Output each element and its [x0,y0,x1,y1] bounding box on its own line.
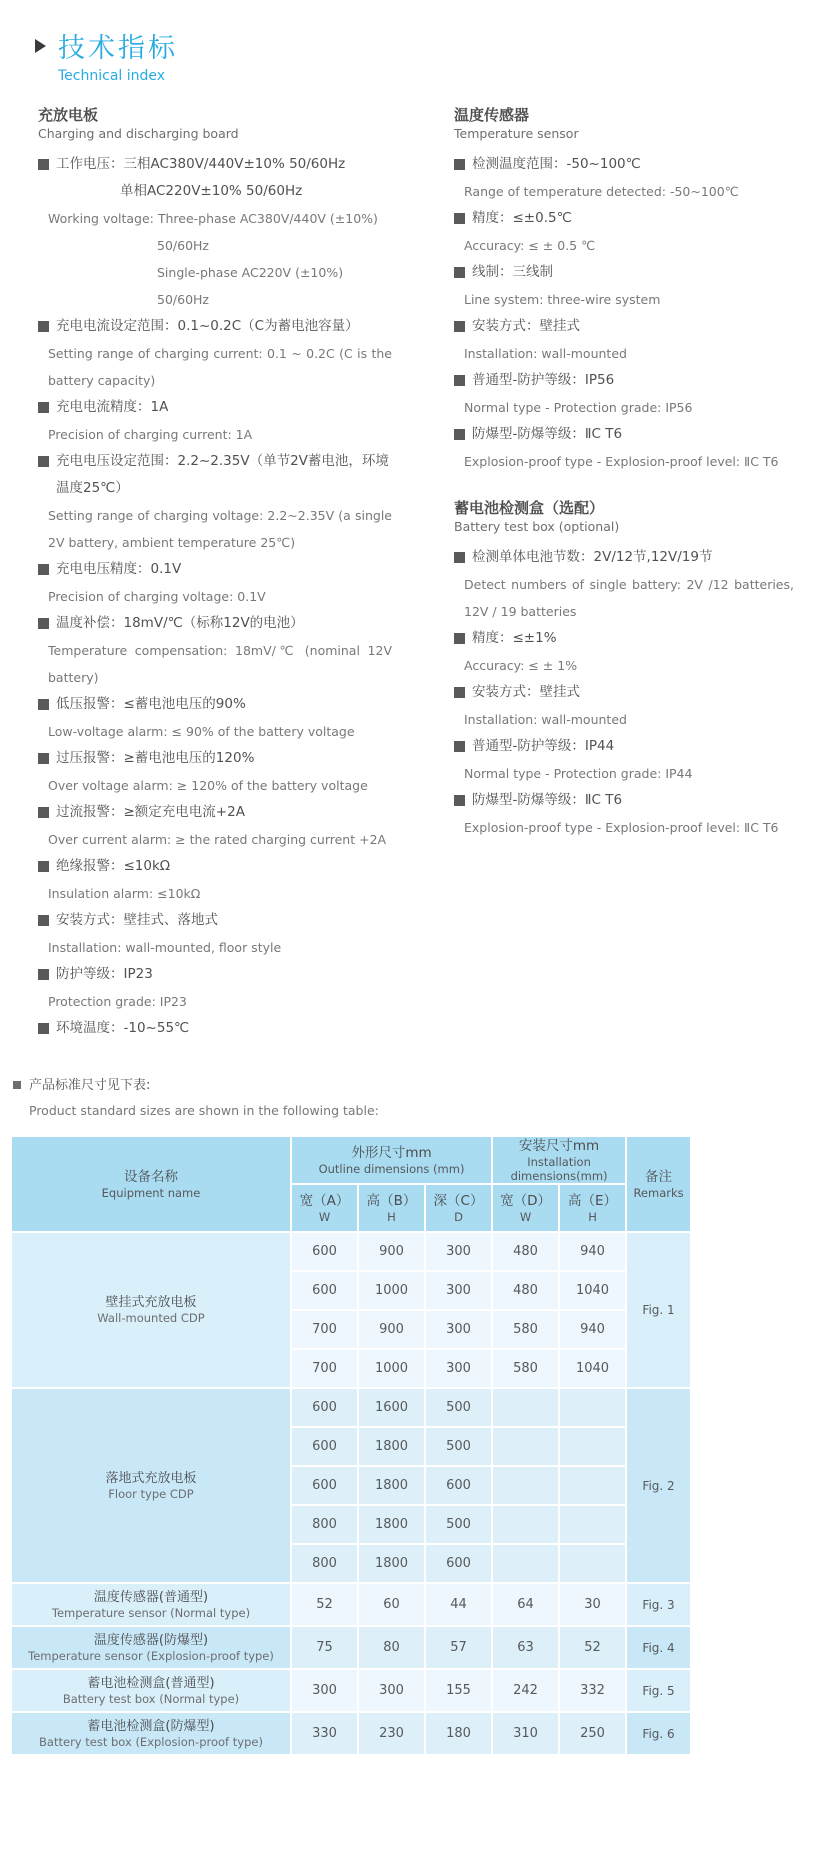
page-title: 技术指标 [58,33,178,64]
spec-zh-line [38,961,392,988]
dimension-cell: 300 [425,1310,492,1349]
dimension-cell: 600 [291,1232,358,1271]
size-note-zh [13,1072,830,1099]
page-subtitle: Technical index [58,68,166,84]
spec-item [454,544,794,625]
dimension-cell: 480 [492,1271,559,1310]
equipment-name-cell [11,1583,291,1626]
square-bullet-icon [454,687,465,698]
dimension-cell [492,1544,559,1583]
section-battery-test-box [454,499,794,841]
dimension-cell: 155 [425,1669,492,1712]
spec-zh-text: 安装方式：壁挂式 [472,684,580,700]
spec-zh-line [454,313,794,340]
square-bullet-icon [454,741,465,752]
spec-item [454,205,794,259]
spec-item [38,610,392,691]
col-header-en: Installation dimensions(mm) [510,1155,608,1183]
col-header-zh: 外形尺寸mm [351,1145,432,1161]
equipment-name-zh: 蓄电池检测盒(普通型) [87,1675,215,1691]
equipment-name-zh: 壁挂式充放电板 [105,1295,197,1310]
arrow-right-icon [35,39,46,53]
dimension-cell: 1000 [358,1349,425,1388]
spec-zh-text: 工作电压：三相AC380V/440V±10% 50/60Hz [56,156,346,172]
spec-zh-line [454,151,794,178]
spec-zh-line [38,1015,392,1042]
dimension-cell: 242 [492,1669,559,1712]
dimension-cell: 230 [358,1712,425,1755]
subcol-header-zh: 宽（A） [299,1193,350,1209]
spec-en-text: Low-voltage alarm: ≤ 90% of the battery voltage [48,724,355,739]
spec-zh-line [38,151,392,178]
table-header [11,1136,691,1232]
subcol-header-zh: 宽（D） [500,1193,551,1209]
spec-zh-text: 充电电流精度：1A [56,399,169,415]
square-bullet-icon [13,1081,21,1089]
spec-item [454,625,794,679]
section-title: 蓄电池检测盒（选配） [454,499,605,517]
dimension-cell: 300 [425,1271,492,1310]
col-header-en: Remarks [633,1186,684,1200]
dimension-cell: 600 [291,1388,358,1427]
spec-zh-text: 普通型-防护等级：IP44 [472,738,615,754]
dimension-cell: 600 [291,1271,358,1310]
spec-en-text: Accuracy: ≤ ± 0.5 ℃ [464,238,596,253]
spec-en-text: Over voltage alarm: ≥ 120% of the battery voltage [48,778,368,793]
subcol-header [358,1184,425,1232]
dimension-cell: 480 [492,1232,559,1271]
size-note-zh-text: 产品标准尺寸见下表: [29,1078,151,1093]
dimension-cell: 1600 [358,1388,425,1427]
spec-zh-text: 检测单体电池节数：2V/12节,12V/19节 [472,549,713,565]
dimension-cell: 64 [492,1583,559,1626]
dimension-cell: 940 [559,1232,626,1271]
dimension-cell: 500 [425,1427,492,1466]
spec-zh-text: 低压报警：≤蓄电池电压的90% [56,696,246,712]
spec-zh-text: 防爆型-防爆等级：ⅡC T6 [472,792,623,808]
spec-zh-text: 单相AC220V±10% 50/60Hz [120,183,303,199]
section-charging-board [38,106,392,1042]
spec-zh-text: 精度：≤±0.5℃ [472,210,572,226]
spec-en-text: Installation: wall-mounted, floor style [48,940,282,955]
remark-cell: Fig. 4 [626,1626,691,1669]
spec-item-list [454,151,794,475]
spec-zh-line [454,544,794,571]
col-header-zh: 安装尺寸mm [518,1138,600,1154]
dimension-cell: 900 [358,1310,425,1349]
section-subtitle: Battery test box (optional) [454,519,620,534]
spec-item-list [454,544,794,841]
dimension-cell: 1800 [358,1505,425,1544]
square-bullet-icon [38,402,49,413]
subcol-header-zh: 高（B） [366,1193,417,1209]
dimension-cell [559,1466,626,1505]
dimension-cell: 52 [559,1626,626,1669]
equipment-name-zh: 落地式充放电板 [105,1470,197,1486]
dimension-cell: 580 [492,1310,559,1349]
spec-zh-line [38,610,392,637]
spec-zh-line [454,205,794,232]
dimension-cell: 900 [358,1232,425,1271]
equipment-name-zh: 温度传感器(普通型) [93,1589,209,1605]
col-header-remarks [626,1136,691,1232]
spec-en-text: Protection grade: IP23 [48,994,187,1009]
remark-cell: Fig. 5 [626,1669,691,1712]
equipment-name-cell [11,1232,291,1388]
spec-en-text: Installation: wall-mounted [464,712,627,727]
table-row [11,1669,691,1712]
table-body [11,1232,691,1755]
dimension-cell [559,1427,626,1466]
spec-zh-line [38,556,392,583]
dimension-cell: 332 [559,1669,626,1712]
dimension-cell: 600 [425,1466,492,1505]
subcol-header-en: W [318,1210,331,1224]
dimension-cell: 180 [425,1712,492,1755]
spec-item [38,799,392,853]
equipment-name-zh: 温度传感器(防爆型) [93,1632,209,1648]
section-title: 温度传感器 [454,106,530,124]
dimension-cell: 310 [492,1712,559,1755]
product-size-table [10,1135,692,1756]
spec-en-text: Precision of charging voltage: 0.1V [48,589,266,604]
equipment-name-en: Battery test box (Explosion-proof type) [39,1734,263,1749]
spec-en-text: 50/60Hz [157,238,209,253]
dimension-cell: 1800 [358,1466,425,1505]
spec-item [38,691,392,745]
spec-en-text: Line system: three-wire system [464,292,661,307]
spec-zh-line [38,394,392,421]
spec-zh-text: 精度：≤±1% [472,630,557,646]
spec-item [454,421,794,475]
square-bullet-icon [38,321,49,332]
left-column [38,106,392,1042]
subcol-header-zh: 深（C） [433,1193,484,1209]
spec-en-text: Temperature compensation: 18mV/℃ (nominal 12V battery) [48,643,392,685]
dimension-cell [492,1466,559,1505]
equipment-name-zh: 蓄电池检测盒(防爆型) [87,1718,215,1734]
spec-item-list [38,151,392,1042]
spec-en-text: Range of temperature detected: -50~100℃ [464,184,739,199]
dimension-cell: 60 [358,1583,425,1626]
subcol-header [291,1184,358,1232]
spec-en-text: Setting range of charging current: 0.1 ~ 0.2C (C is the battery capacity) [48,346,392,388]
spec-zh-line [38,853,392,880]
spec-zh-line [454,733,794,760]
col-header-equipment [11,1136,291,1232]
col-header-outline-dimensions [291,1136,492,1184]
spec-item [38,448,392,556]
dimension-cell: 300 [358,1669,425,1712]
spec-item [38,907,392,961]
spec-zh-line [454,421,794,448]
spec-zh-line [454,625,794,652]
square-bullet-icon [454,159,465,170]
table-row [11,1626,691,1669]
page-header [35,26,830,84]
dimension-cell: 1800 [358,1544,425,1583]
spec-zh-text: 过压报警：≥蓄电池电压的120% [56,750,255,766]
spec-en-text: Working voltage: Three-phase AC380V/440V (±10%) [48,211,378,226]
spec-item [38,853,392,907]
spec-zh-text: 过流报警：≥额定充电电流+2A [56,804,245,820]
spec-en-text: Insulation alarm: ≤10kΩ [48,886,201,901]
spec-zh-line [38,313,392,340]
square-bullet-icon [454,552,465,563]
section-subtitle: Temperature sensor [454,126,579,141]
dimension-cell [559,1544,626,1583]
dimension-cell: 700 [291,1349,358,1388]
square-bullet-icon [454,375,465,386]
spec-zh-text: 安装方式：壁挂式 [472,318,580,334]
col-header-installation-dimensions [492,1136,626,1184]
dimension-cell: 940 [559,1310,626,1349]
remark-cell: Fig. 3 [626,1583,691,1626]
spec-item [454,259,794,313]
square-bullet-icon [38,807,49,818]
spec-zh-text: 检测温度范围：-50~100℃ [472,156,641,172]
spec-zh-line [38,448,392,502]
spec-en-text: Installation: wall-mounted [464,346,627,361]
dimension-cell [492,1505,559,1544]
spec-en-text: Over current alarm: ≥ the rated charging current +2A [48,832,387,847]
dimension-cell: 1800 [358,1427,425,1466]
dimension-cell: 52 [291,1583,358,1626]
section-subtitle: Charging and discharging board [38,126,239,141]
square-bullet-icon [38,969,49,980]
spec-en-text: Setting range of charging voltage: 2.2~2.35V (a single 2V battery, ambient temperature 25℃) [48,508,392,550]
dimension-cell: 600 [291,1466,358,1505]
dimension-cell [559,1388,626,1427]
table-row [11,1712,691,1755]
square-bullet-icon [38,753,49,764]
spec-en-text: Accuracy: ≤ ± 1% [464,658,578,673]
subcol-header-en: H [588,1210,597,1224]
size-note-en: Product standard sizes are shown in the following table: [29,1103,379,1118]
square-bullet-icon [38,861,49,872]
spec-zh-text: 环境温度：-10~55℃ [56,1020,190,1036]
subcol-header [492,1184,559,1232]
dimension-cell: 600 [291,1427,358,1466]
square-bullet-icon [38,159,49,170]
spec-zh-text: 充电电压设定范围：2.2~2.35V（单节2V蓄电池，环境温度25℃） [56,453,389,496]
equipment-name-en: Wall-mounted CDP [97,1311,205,1325]
dimension-cell [492,1427,559,1466]
right-column [454,106,794,841]
equipment-name-en: Temperature sensor (Explosion-proof type) [28,1648,274,1663]
table-row [11,1232,691,1271]
section-title: 充放电板 [38,106,99,124]
spec-item [38,151,392,313]
spec-en-text: Normal type - Protection grade: IP56 [464,400,693,415]
spec-zh-line [454,787,794,814]
spec-item [38,1015,392,1042]
square-bullet-icon [454,795,465,806]
dimension-cell: 44 [425,1583,492,1626]
square-bullet-icon [454,267,465,278]
spec-zh-text: 线制：三线制 [472,264,553,280]
spec-zh-line [38,178,392,205]
spec-zh-text: 充电电压精度：0.1V [56,561,182,577]
spec-zh-text: 充电电流设定范围：0.1~0.2C（C为蓄电池容量） [56,318,359,334]
dimension-cell: 800 [291,1544,358,1583]
spec-zh-line [454,679,794,706]
remark-cell: Fig. 6 [626,1712,691,1755]
dimension-cell: 57 [425,1626,492,1669]
square-bullet-icon [454,429,465,440]
remark-cell: Fig. 2 [626,1388,691,1583]
spec-item [38,961,392,1015]
spec-item [38,745,392,799]
col-header-zh: 设备名称 [124,1169,178,1185]
square-bullet-icon [38,915,49,926]
subcol-header-zh: 高（E） [568,1193,618,1209]
spec-item [454,313,794,367]
square-bullet-icon [38,564,49,575]
spec-zh-line [454,259,794,286]
dimension-cell: 75 [291,1626,358,1669]
spec-zh-line [38,799,392,826]
equipment-name-en: Floor type CDP [108,1486,194,1501]
spec-item [454,733,794,787]
spec-en-text: Single-phase AC220V (±10%) 50/60Hz [157,265,344,307]
dimension-cell: 1000 [358,1271,425,1310]
equipment-name-en: Temperature sensor (Normal type) [51,1605,251,1620]
equipment-name-cell [11,1388,291,1583]
spec-columns [0,106,830,1042]
square-bullet-icon [454,633,465,644]
square-bullet-icon [38,699,49,710]
spec-en-text: Precision of charging current: 1A [48,427,253,442]
table-row [11,1583,691,1626]
spec-item [38,556,392,610]
spec-zh-line [454,367,794,394]
spec-item [454,151,794,205]
dimension-cell: 1040 [559,1349,626,1388]
equipment-name-cell [11,1712,291,1755]
spec-en-text: Explosion-proof type - Explosion-proof level: ⅡC T6 [464,454,779,469]
subcol-header [559,1184,626,1232]
subcol-header-en: W [519,1210,532,1224]
equipment-name-cell [11,1669,291,1712]
spec-zh-text: 防爆型-防爆等级：ⅡC T6 [472,426,623,442]
dimension-cell: 580 [492,1349,559,1388]
col-header-en: Outline dimensions (mm) [318,1162,465,1176]
square-bullet-icon [38,456,49,467]
col-header-zh: 备注 [645,1169,673,1185]
subcol-header [425,1184,492,1232]
dimension-cell: 600 [425,1544,492,1583]
dimension-cell: 300 [425,1232,492,1271]
spec-zh-text: 绝缘报警：≤10kΩ [56,858,171,874]
dimension-cell: 1040 [559,1271,626,1310]
dimension-cell: 330 [291,1712,358,1755]
spec-en-text: Explosion-proof type - Explosion-proof level: ⅡC T6 [464,820,779,835]
dimension-cell: 800 [291,1505,358,1544]
dimension-cell: 63 [492,1626,559,1669]
spec-item [454,679,794,733]
spec-item [38,313,392,394]
dimension-cell: 30 [559,1583,626,1626]
spec-item [454,367,794,421]
dimension-cell: 500 [425,1388,492,1427]
square-bullet-icon [454,213,465,224]
dimension-cell: 80 [358,1626,425,1669]
spec-en-text: Detect numbers of single battery: 2V /12 batteries, 12V / 19 batteries [464,577,794,619]
spec-item [454,787,794,841]
dimension-cell: 250 [559,1712,626,1755]
subcol-header-en: D [454,1210,463,1224]
spec-en-text: Normal type - Protection grade: IP44 [464,766,693,781]
equipment-name-cell [11,1626,291,1669]
section-temperature-sensor [454,106,794,475]
spec-zh-line [38,691,392,718]
spec-zh-text: 温度补偿：18mV/℃（标称12V的电池） [56,615,304,631]
remark-cell: Fig. 1 [626,1232,691,1388]
spec-zh-line [38,907,392,934]
spec-zh-line [38,745,392,772]
equipment-name-en: Battery test box (Normal type) [62,1691,240,1706]
spec-zh-text: 防护等级：IP23 [56,966,153,982]
square-bullet-icon [38,1023,49,1034]
square-bullet-icon [454,321,465,332]
size-note [13,1072,830,1123]
dimension-cell: 300 [425,1349,492,1388]
dimension-cell: 700 [291,1310,358,1349]
col-header-en: Equipment name [101,1186,201,1200]
dimension-cell: 500 [425,1505,492,1544]
square-bullet-icon [38,618,49,629]
spec-item [38,394,392,448]
dimension-cell [492,1388,559,1427]
dimension-cell: 300 [291,1669,358,1712]
spec-zh-text: 安装方式：壁挂式、落地式 [56,912,218,928]
table-row [11,1388,691,1427]
spec-zh-text: 普通型-防护等级：IP56 [472,372,615,388]
subcol-header-en: H [387,1210,396,1224]
dimension-cell [559,1505,626,1544]
